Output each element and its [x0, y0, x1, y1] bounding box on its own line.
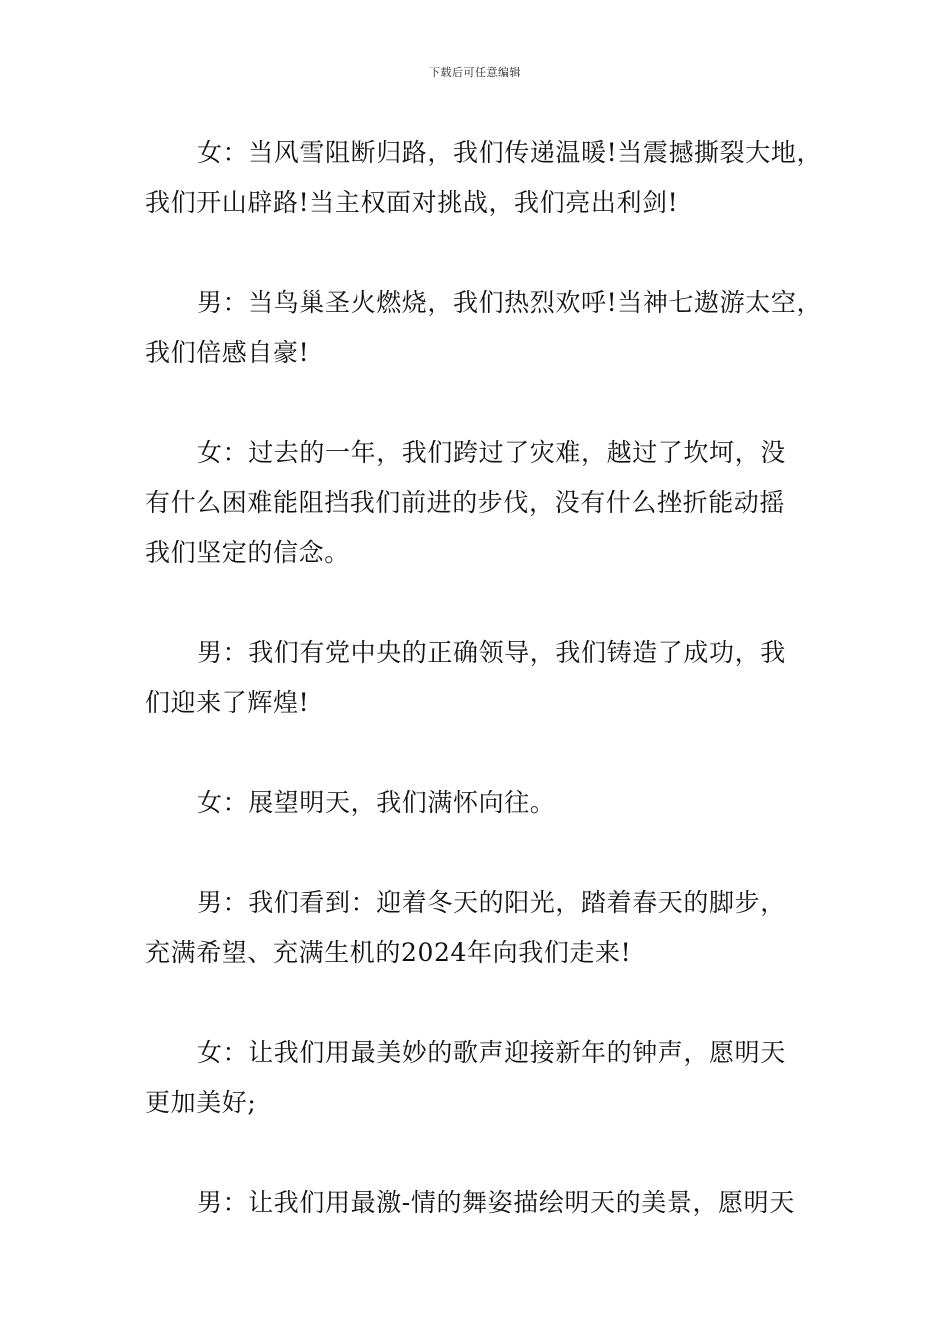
- page-header: 下载后可任意编辑: [429, 66, 521, 79]
- paragraph-line: 我们开山辟路!当主权面对挑战，我们亮出利剑!: [145, 188, 679, 217]
- paragraph-3: [145, 428, 825, 578]
- paragraph-line: 女：让我们用最美妙的歌声迎接新年的钟声，愿明天: [197, 1038, 786, 1067]
- document-body: [145, 128, 825, 1278]
- paragraph-6: [145, 878, 825, 978]
- paragraph-line: 充满希望、充满生机的2024年向我们走来!: [145, 938, 632, 967]
- paragraph-line: 我们倍感自豪!: [145, 338, 310, 367]
- paragraph-line: 女：过去的一年，我们跨过了灾难，越过了坎坷，没: [197, 438, 786, 467]
- paragraph-4: [145, 628, 825, 728]
- paragraph-5: [145, 778, 825, 828]
- paragraph-7: [145, 1028, 825, 1128]
- paragraph-line: 男：让我们用最激-情的舞姿描绘明天的美景，愿明天: [197, 1188, 795, 1217]
- paragraph-line: 更加美好;: [145, 1088, 257, 1117]
- paragraph-line: 女：展望明天，我们满怀向往。: [197, 788, 556, 817]
- paragraph-line: 我们坚定的信念。: [145, 538, 350, 567]
- paragraph-2: [145, 278, 825, 378]
- paragraph-line: 男：当鸟巢圣火燃烧，我们热烈欢呼!当神七遨游太空，: [197, 288, 823, 317]
- paragraph-line: 女：当风雪阻断归路，我们传递温暖!当震撼撕裂大地，: [197, 138, 823, 167]
- paragraph-line: 们迎来了辉煌!: [145, 688, 310, 717]
- paragraph-8: [145, 1178, 825, 1228]
- paragraph-1: [145, 128, 825, 228]
- paragraph-line: 男：我们看到：迎着冬天的阳光，踏着春天的脚步，: [197, 888, 786, 917]
- paragraph-line: 男：我们有党中央的正确领导，我们铸造了成功，我: [197, 638, 786, 667]
- paragraph-line: 有什么困难能阻挡我们前进的步伐，没有什么挫折能动摇: [145, 488, 786, 517]
